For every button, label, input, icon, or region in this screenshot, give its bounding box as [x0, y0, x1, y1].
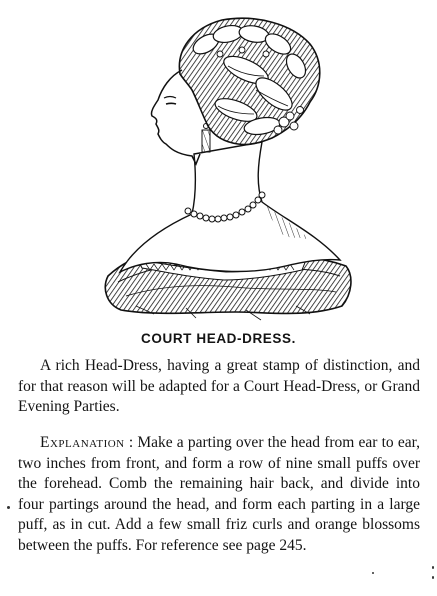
caption-title: COURT HEAD-DRESS. — [141, 331, 296, 346]
paper-speck — [432, 566, 434, 569]
explanation-paragraph — [18, 433, 420, 556]
explanation-separator: : — [128, 434, 134, 451]
shoulders — [120, 142, 340, 272]
paper-speck — [432, 576, 434, 579]
description-paragraph — [18, 356, 420, 418]
court-head-dress-engraving — [96, 14, 358, 334]
paper-speck — [7, 506, 10, 509]
paper-speck — [372, 572, 374, 574]
description-text: A rich Head-Dress, having a great stamp of distinction, and for that reason will be adapted for a Court Head-Dress, or Grand Evening Parties. — [18, 357, 420, 415]
explanation-text: Make a parting over the head from ear to ear, two inches from front, and form a row of nine small puffs over the forehead. Comb the remaining hair back, and divide into four partings around the head, and form each parting in a large puff, as in cut. Add a few small friz curls and orange blossoms between the puffs. For reference see page 245. — [18, 434, 421, 554]
hair-puffs — [179, 18, 319, 144]
explanation-label: Explanation — [40, 434, 125, 451]
